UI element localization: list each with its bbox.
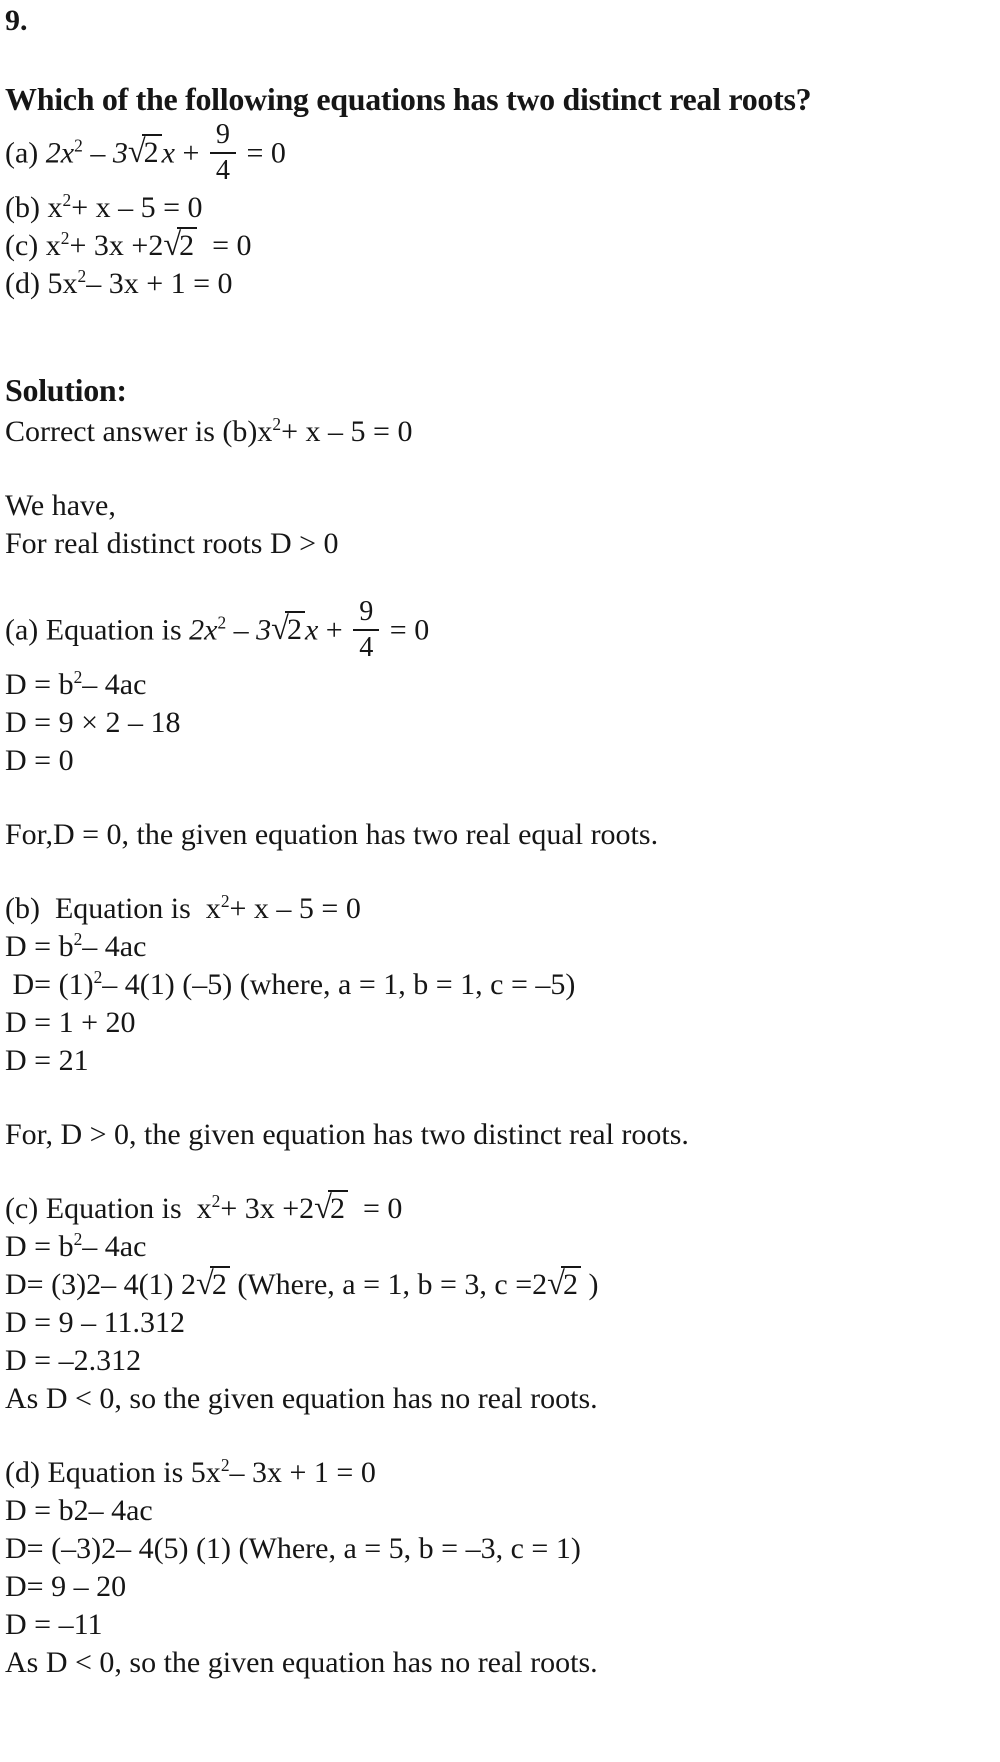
superscript: 2 <box>211 1190 221 1211</box>
text-run: Which of the following equations has two distinct real roots? <box>5 81 812 117</box>
radical-sign: √ <box>127 134 146 171</box>
sol-b-conclusion <box>5 1116 998 1154</box>
radical-sign: √ <box>163 226 182 263</box>
text-run: – 3x + 1 = 0 <box>229 1455 376 1489</box>
condition-distinct <box>5 525 998 563</box>
option-b <box>5 189 998 227</box>
sol-a-d-formula <box>5 666 998 704</box>
text-run: D = b <box>5 1229 74 1263</box>
math-italic-run: x <box>161 136 175 170</box>
text-run: D= (–3)2– 4(5) (1) (Where, a = 5, b = –3, c = 1) <box>5 1531 581 1565</box>
text-run: D = b2– 4ac <box>5 1493 153 1527</box>
superscript: 2 <box>272 413 282 434</box>
fraction <box>210 120 236 187</box>
text-run: D = –11 <box>5 1607 103 1641</box>
text-run: 9. <box>5 4 28 37</box>
text-run: = 0 <box>382 613 430 647</box>
superscript: 2 <box>73 1228 83 1249</box>
correct-answer <box>5 413 998 451</box>
radical-sign: √ <box>547 1265 565 1302</box>
text-run: D = 0 <box>5 743 74 777</box>
text-run: (d) Equation is 5x <box>5 1455 221 1489</box>
option-c <box>5 227 998 265</box>
sol-a-d-calc <box>5 704 998 742</box>
text-run: D = 9 × 2 – 18 <box>5 705 181 739</box>
text-run: D = b <box>5 667 74 701</box>
sol-d-d-sub <box>5 1530 998 1568</box>
radicand: 2 <box>210 1266 230 1301</box>
text-run: D = 21 <box>5 1043 89 1077</box>
sol-c-d-result <box>5 1342 998 1380</box>
text-run: + <box>318 613 351 647</box>
text-run: + 3x +2 <box>220 1191 315 1225</box>
text-run: – 4(1) (–5) (where, a = 1, b = 1, c = –5) <box>102 967 576 1001</box>
superscript: 2 <box>93 966 103 987</box>
sol-c-d-calc <box>5 1304 998 1342</box>
math-italic-run: – 3 <box>226 613 272 647</box>
sol-b-d-formula <box>5 928 998 966</box>
sol-b-d-sub <box>5 966 998 1004</box>
radicand: 2 <box>177 227 197 262</box>
question-title <box>5 76 998 122</box>
sol-c-conclusion <box>5 1380 998 1418</box>
sol-b-d-result <box>5 1042 998 1080</box>
text-run: + x – 5 = 0 <box>281 414 413 448</box>
radicand: 2 <box>328 1190 348 1225</box>
text-run: We have, <box>5 488 116 522</box>
sol-d-d-result <box>5 1606 998 1644</box>
radical-sign: √ <box>271 611 289 648</box>
radical-icon <box>547 1265 581 1302</box>
text-run: Correct answer is (b)x <box>5 414 273 448</box>
fraction-denominator: 4 <box>215 155 230 187</box>
superscript: 2 <box>62 189 72 210</box>
text-run: D = –2.312 <box>5 1343 142 1377</box>
text-run: – 3x + 1 = 0 <box>86 266 233 300</box>
superscript: 2 <box>74 135 83 156</box>
text-run: D= 9 – 20 <box>5 1569 127 1603</box>
text-run: D = b <box>5 929 74 963</box>
text-run: ) <box>580 1267 599 1301</box>
we-have <box>5 487 998 525</box>
text-run: (a) Equation is <box>5 613 190 647</box>
math-italic-run: 2x <box>189 613 218 647</box>
text-run: + x – 5 = 0 <box>71 190 203 224</box>
sol-c-d-formula <box>5 1228 998 1266</box>
sol-b-d-calc <box>5 1004 998 1042</box>
superscript: 2 <box>220 1454 230 1475</box>
text-run: – 4ac <box>82 667 147 701</box>
radical-icon <box>196 1265 230 1302</box>
superscript: 2 <box>60 227 70 248</box>
text-run: = 0 <box>347 1191 403 1225</box>
math-italic-run: – 3 <box>82 136 128 170</box>
text-run: (a) <box>5 136 46 170</box>
text-run: D = 9 – 11.312 <box>5 1305 185 1339</box>
question-number <box>5 2 998 40</box>
solution-heading <box>5 367 998 413</box>
text-run: As D < 0, so the given equation has no real roots. <box>5 1381 598 1415</box>
text-run: For,D = 0, the given equation has two real equal roots. <box>5 817 659 851</box>
sol-a-conclusion <box>5 816 998 854</box>
text-run: + x – 5 = 0 <box>229 891 361 925</box>
fraction-numerator: 9 <box>353 597 379 631</box>
fraction <box>353 597 379 664</box>
radical-icon <box>314 1189 348 1226</box>
text-run: (d) 5x <box>5 266 78 300</box>
sol-d-equation <box>5 1454 998 1492</box>
text-run: As D < 0, so the given equation has no real roots. <box>5 1645 598 1679</box>
sol-d-conclusion <box>5 1644 998 1682</box>
sol-b-equation <box>5 890 998 928</box>
text-run: D = 1 + 20 <box>5 1005 136 1039</box>
text-run: + <box>174 136 207 170</box>
text-run: – 4ac <box>82 929 147 963</box>
math-italic-run: x <box>304 613 319 647</box>
superscript: 2 <box>73 666 83 687</box>
math-italic-run: 2x <box>45 136 75 170</box>
text-run: For real distinct roots D > 0 <box>5 526 339 560</box>
option-a <box>5 119 998 189</box>
superscript: 2 <box>217 612 227 633</box>
text-run: – 4ac <box>82 1229 147 1263</box>
radical-sign: √ <box>196 1265 214 1302</box>
text-run: D= (1) <box>5 967 94 1001</box>
sol-d-d-formula <box>5 1492 998 1530</box>
superscript: 2 <box>73 928 83 949</box>
radicand: 2 <box>142 134 162 169</box>
sol-c-equation <box>5 1190 998 1228</box>
superscript: 2 <box>220 890 230 911</box>
sol-a-d-result <box>5 742 998 780</box>
superscript: 2 <box>77 265 87 286</box>
fraction-denominator: 4 <box>359 632 374 664</box>
text-run: Solution: <box>5 371 127 408</box>
text-run: (b) Equation is x <box>5 891 221 925</box>
text-run: (Where, a = 1, b = 3, c =2 <box>229 1267 548 1301</box>
radical-icon <box>128 136 162 169</box>
text-run: For, D > 0, the given equation has two distinct real roots. <box>5 1117 689 1151</box>
sol-d-d-calc <box>5 1568 998 1606</box>
radical-icon <box>271 613 305 646</box>
text-run: (c) Equation is x <box>5 1191 212 1225</box>
text-run: D= (3)2– 4(1) 2 <box>5 1267 197 1301</box>
fraction-numerator: 9 <box>210 120 236 154</box>
sol-c-d-sub <box>5 1266 998 1304</box>
sol-a-equation <box>5 595 998 666</box>
text-run: = 0 <box>238 136 286 170</box>
radical-icon <box>163 226 197 263</box>
text-run: (c) x <box>5 228 61 262</box>
radical-sign: √ <box>314 1189 332 1226</box>
radicand: 2 <box>561 1266 581 1301</box>
text-run: = 0 <box>197 228 252 262</box>
radicand: 2 <box>285 611 305 646</box>
option-d <box>5 265 998 303</box>
text-run: (b) x <box>5 190 63 224</box>
text-run: + 3x +2 <box>69 228 164 262</box>
